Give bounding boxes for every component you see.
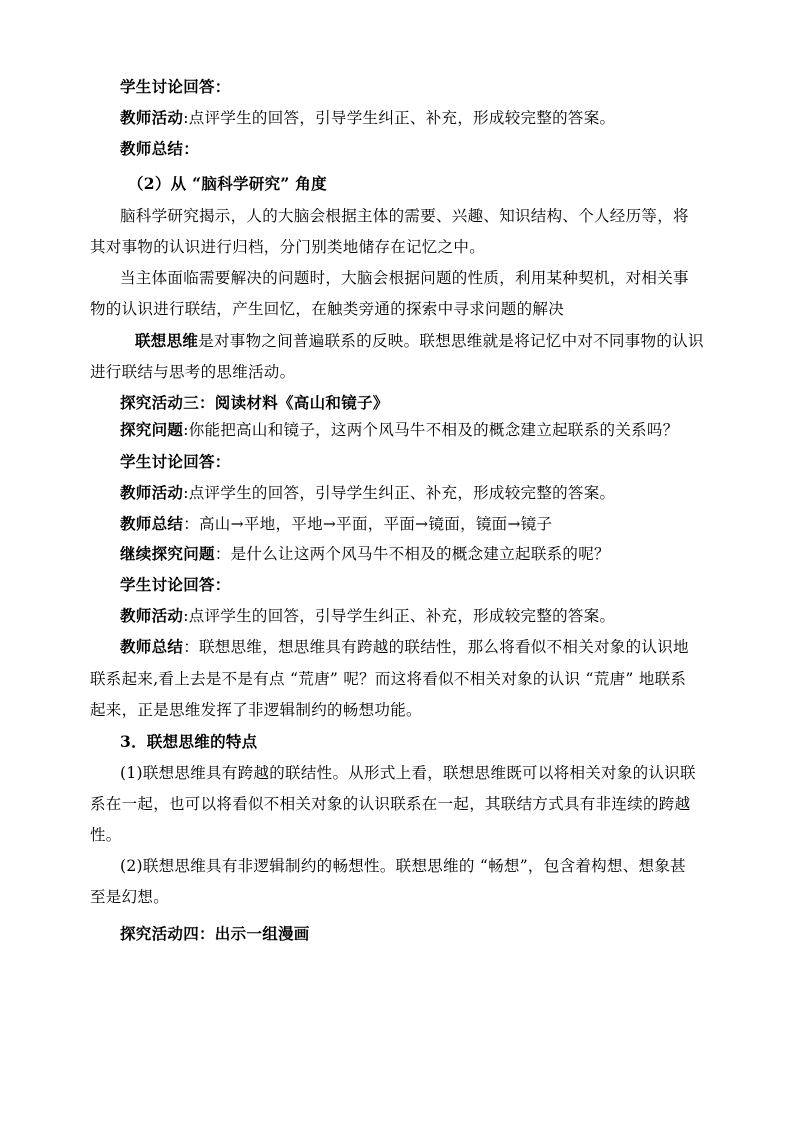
line-text: 起来，正是思维发挥了非逻辑制约的畅想功能。 bbox=[90, 701, 422, 719]
line-label: 3．联想思维的特点 bbox=[120, 732, 258, 751]
line-text: :点评学生的回答，引导学生纠正、补充，形成较完整的答案。 bbox=[183, 109, 616, 127]
teacher-summary-line bbox=[120, 513, 552, 535]
line-text: :你能把高山和镜子，这两个风马牛不相及的概念建立起联系的关系吗？ bbox=[183, 421, 679, 439]
paragraph-line bbox=[90, 886, 169, 908]
line-label: 学生讨论回答： bbox=[120, 575, 231, 594]
teacher-activity-line bbox=[120, 107, 615, 129]
section-heading-brain-science bbox=[128, 173, 327, 195]
line-text: ：高山→平地，平地→平面，平面→镜面，镜面→镜子 bbox=[183, 515, 553, 533]
line-text: (2)联想思维具有非逻辑制约的畅想性。联想思维的 “畅想”，包含着构想、想象甚 bbox=[120, 857, 686, 875]
paragraph-line bbox=[90, 824, 122, 846]
line-label: 学生讨论回答： bbox=[120, 77, 231, 96]
line-label: 继续探究问题 bbox=[120, 544, 215, 563]
paragraph-line bbox=[120, 205, 689, 227]
paragraph-line bbox=[90, 668, 686, 690]
line-label: 学生讨论回答： bbox=[120, 452, 231, 471]
line-text: 是对事物之间普遍联系的反映。联想思维就是将记忆中对不同事物的认识 bbox=[198, 332, 704, 350]
paragraph-line bbox=[90, 699, 422, 721]
line-text: ：是什么让这两个风马牛不相及的概念建立起联系的呢？ bbox=[214, 545, 610, 563]
line-text: 至是幻想。 bbox=[90, 888, 170, 906]
line-label: 教师活动 bbox=[120, 606, 184, 625]
continued-inquiry-line bbox=[120, 543, 610, 565]
line-text: 联系起来,看上去是不是有点 “荒唐” 呢？而这将看似不相关对象的认识 “荒唐” 地联系 bbox=[90, 670, 687, 688]
line-text: 物的认识进行联结，产生回忆，在触类旁通的探索中寻求问题的解决 bbox=[90, 300, 565, 318]
line-text: 脑科学研究揭示，人的大脑会根据主体的需要、兴趣、知识结构、个人经历等，将 bbox=[120, 207, 689, 225]
paragraph-line bbox=[90, 793, 690, 815]
line-label: 教师活动 bbox=[120, 108, 184, 127]
section-heading-features bbox=[120, 731, 258, 753]
inquiry-activity-four-heading bbox=[120, 923, 310, 945]
paragraph-line bbox=[120, 855, 686, 877]
line-label: 探究问题 bbox=[120, 420, 184, 439]
inquiry-activity-three-heading bbox=[120, 392, 389, 414]
inquiry-question-line bbox=[120, 419, 679, 441]
line-label: 教师总结： bbox=[120, 139, 200, 158]
line-text: 其对事物的认识进行归档，分门别类地储存在记忆之中。 bbox=[90, 238, 486, 256]
line-text: 系在一起，也可以将看似不相关对象的认识联系在一起，其联结方式具有非连续的跨越 bbox=[90, 795, 691, 813]
line-text: :点评学生的回答，引导学生纠正、补充，形成较完整的答案。 bbox=[183, 607, 616, 625]
paragraph-line bbox=[120, 762, 696, 784]
line-label: 探究活动三：阅读材料《高山和镜子》 bbox=[120, 393, 389, 412]
student-discussion-heading bbox=[120, 451, 231, 473]
teacher-activity-line bbox=[120, 605, 615, 627]
paragraph-line bbox=[120, 267, 689, 289]
line-text: :点评学生的回答，引导学生纠正、补充，形成较完整的答案。 bbox=[183, 484, 616, 502]
teacher-summary-line bbox=[120, 636, 689, 658]
line-text: 性。 bbox=[90, 826, 122, 844]
paragraph-line bbox=[90, 236, 485, 258]
line-text: (1)联想思维具有跨越的联结性。从形式上看，联想思维既可以将相关对象的认识联 bbox=[120, 764, 696, 782]
line-label: 探究活动四：出示一组漫画 bbox=[120, 924, 310, 943]
line-label: 教师活动 bbox=[120, 483, 184, 502]
line-text: ：联想思维，想思维具有跨越的联结性，那么将看似不相关对象的认识地 bbox=[183, 638, 689, 656]
associative-thinking-definition bbox=[135, 330, 704, 352]
line-label: 教师总结 bbox=[120, 637, 184, 656]
paragraph-line bbox=[90, 298, 564, 320]
line-text: 当主体面临需要解决的问题时，大脑会根据问题的性质，利用某种契机，对相关事 bbox=[120, 269, 689, 287]
student-discussion-heading bbox=[120, 574, 231, 596]
student-discussion-heading bbox=[120, 76, 231, 98]
line-label: 联想思维 bbox=[135, 331, 199, 350]
teacher-summary-heading bbox=[120, 138, 199, 160]
line-label: 教师总结 bbox=[120, 514, 184, 533]
line-label: （2）从 “脑科学研究” 角度 bbox=[128, 174, 327, 193]
line-text: 进行联结与思考的思维活动。 bbox=[90, 363, 296, 381]
paragraph-line bbox=[90, 361, 295, 383]
teacher-activity-line bbox=[120, 482, 615, 504]
